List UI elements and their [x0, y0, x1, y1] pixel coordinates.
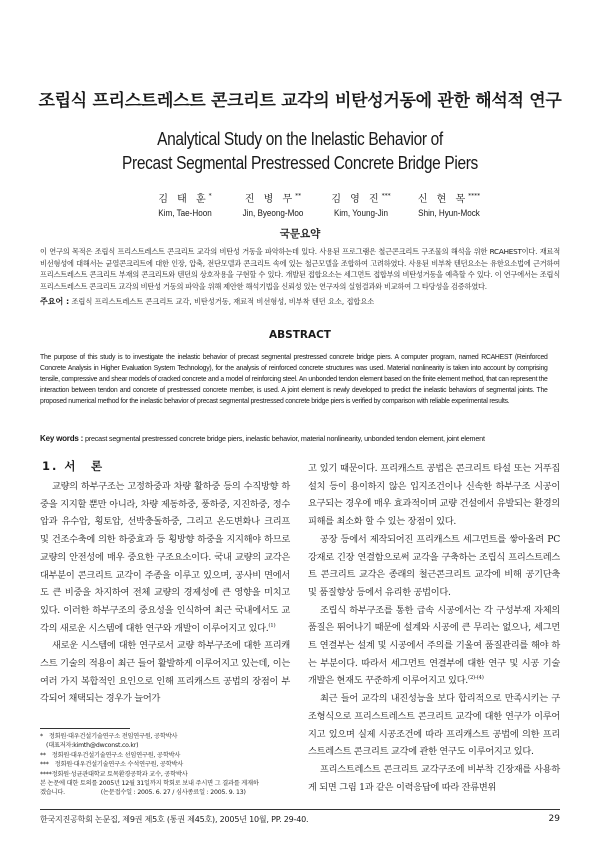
paragraph [308, 690, 560, 761]
author-4 [394, 190, 504, 218]
affiliation-mark: *** [381, 192, 391, 200]
author-name-en: Kim, Tae-Hoon [158, 208, 212, 218]
paragraph-text: 새로운 시스템에 대한 연구로서 교량 하부구조에 대한 프리캐스트 기술의 적용이 최근 들어 활발하게 이루어지고 있는데, 이는 여러 가지 복합적인 요인으로 인해 프리캐스트 공법의 장점이 부각되어 채택되는 경우가 늘어가 [40, 640, 290, 705]
abstract-english-heading: ABSTRACT [269, 329, 331, 341]
keywords-korean [40, 296, 560, 307]
footnote-line: ** 정회원·대우건설기술연구소 선임연구원, 공학박사 [40, 751, 181, 759]
footnote-line: * 정회원·대우건설기술연구소 전임연구원, 공학박사 [40, 733, 178, 740]
author-name-ko: 김 태 훈 [158, 194, 209, 205]
author-name-en: Shin, Hyun-Mock [418, 208, 480, 218]
author-name-en: Kim, Young-Jin [333, 208, 389, 218]
paragraph [308, 531, 560, 602]
paragraph-text: 교량의 하부구조는 고정하중과 차량 활하중 등의 수직방향 하중을 지지할 뿐만 아니라, 차량 제동하중, 풍하중, 지진하중, 정수압과 유수압, 횡토압, 선박충돌하중, 그리고 온도변화나 크리프 및 건조수축에 의한 하중효과 등 횡방향 하중을 지지해야 하므로 교량의 안전성에 매우 중요한 구조요소이다. 국내 교량의 교각은 대부분이 콘크리트 교각이 주종을 이루고 있으며, 공사비 면에서도 큰 비중을 차지하여 전체 교량의 경제성에 큰 영향을 미치고 있다. 이러한 하부구조의 중요성을 인식하여 최근 국내에서도 교각의 새로운 시스템에 대한 연구와 개발이 이루어지고 있다. [40, 481, 290, 634]
keywords-english [40, 434, 564, 443]
footnote-divider [40, 728, 130, 729]
author-name-ko: 신 현 목 [417, 194, 469, 205]
keywords-text: 조립식 프리스트레스트 콘크리트 교각, 비탄성거동, 재료적 비선형성, 비부착 텐던 요소, 접합요소 [71, 297, 375, 306]
citation-ref: (2)-(4) [467, 675, 484, 682]
abstract-english-body: The purpose of this study is to investigate the inelastic behavior of precast segmental prestressed concrete bridge piers. A computer program, named RCAHEST (Reinforced Concrete Analysis in Higher Evaluation System Technology), for the analysis of reinforced concrete structures was used. Material nonlinearity is taken into account by comprising tensile, compressive and shear models of cracked concrete and a model of reinforcing steel. An unbonded tendon element based on the finite element method, that can represent the interaction between tendon and concrete of prestressed concrete member, is used. A joint element is newly developed to predict the inelastic behaviors of segmental joints. The proposed numerical method for the inelastic behavior of precast segmental prestressed concrete bridge piers is verified by comparison with reliable experimental results. [40, 353, 548, 406]
paragraph-text: 고 있기 때문이다. 프리캐스트 공법은 콘크리트 타설 또는 거푸집 설치 등이 용이하지 않은 입지조건이나 신속한 하부구조 시공이 요구되는 경우에 매우 효과적이며 교량 건설에서 유발되는 환경의 피해를 최소화 할 수 있는 장점이 있다. [308, 463, 560, 528]
affiliation-mark: **** [468, 192, 481, 200]
page-number: 29 [548, 814, 560, 824]
paragraph [40, 637, 290, 708]
paragraph-text: 최근 들어 교각의 내진성능을 보다 합리적으로 만족시키는 구조형식으로 프리스트레스트 콘크리트 교각에 대한 연구가 이루어지고 있으며 실제 시공조건에 따라 프리캐스트 공법에 의한 프리스트레스트 콘크리트 교각에 관한 연구도 이루어지고 있다. [308, 693, 560, 758]
footnote-line: 겠습니다. (논문접수일 : 2005. 6. 27 / 심사종료일 : 2005. 9. 13) [40, 789, 246, 797]
affiliation-mark: * [208, 192, 212, 200]
paragraph [40, 478, 290, 637]
author-list [0, 190, 600, 230]
section-heading-introduction: 1. 서 론 [42, 459, 105, 473]
paragraph [308, 602, 560, 691]
author-name-en: Jin, Byeong-Moo [242, 208, 304, 218]
footnote-line: 본 논문에 대한 토의를 2005년 12월 31일까지 학회로 보내 주시면 그 결과를 게재하 [40, 780, 259, 788]
paragraph-text: 조립식 하부구조를 통한 급속 시공에서는 각 구성부재 자체의 품질은 뛰어나기 때문에 설계와 시공에 큰 무리는 없으나, 세그먼트 연결부는 설계 및 시공에서 주의를 기울여 품질관리를 해야 하는 부분이다. 따라서 세그먼트 연결부에 대한 연구 및 시공 기술 개발은 현재도 꾸준하게 이루어지고 있다. [308, 604, 560, 687]
paper-title-english-line2: Precast Segmental Prestressed Concrete Bridge Piers [122, 153, 478, 173]
footnote-line: (대표저자:kimth@dwconst.co.kr) [40, 742, 139, 750]
paragraph [308, 761, 560, 796]
abstract-korean-heading: 국문요약 [279, 228, 321, 240]
paper-title-english-line1: Analytical Study on the Inelastic Behavior of [157, 129, 443, 149]
keywords-label: Key words : [40, 434, 84, 443]
footnote-line: *** 정회원·대우건설기술연구소 수석연구원, 공학박사 [40, 761, 184, 769]
abstract-korean-body: 이 연구의 목적은 조립식 프리스트레스트 콘크리트 교각의 비탄성 거동을 파악하는데 있다. 사용된 프로그램은 철근콘크리트 구조물의 해석을 위한 RCAHEST이다. 재료적 비선형성에 대해서는 균열콘크리트에 대한 인장, 압축, 전단모델과 콘크리트 속에 있는 철근모델을 조합하여 고려하였다. 사용된 비부착 텐던요소는 유한요소법에 근거하여 프리스트레스트 콘크리트 부재의 콘크리트와 텐던의 상호작용을 구현할 수 있다. 개발된 접합요소는 세그먼트 접합부의 비탄성거동을 예측할 수 있다. 이 연구에서는 조립식 프리스트레스트 콘크리트 교각의 비탄성 거동의 파악을 위해 제안한 해석기법을 신뢰성 있는 연구자의 실험결과와 비교하여 그 타당성을 검증하였다. [40, 247, 560, 291]
paragraph-text: 공장 등에서 제작되어진 프리캐스트 세그먼트를 쌓아올려 PC강재로 긴장 연결함으로써 교각을 구축하는 조립식 프리스트레스트 콘크리트 교각은 종래의 철근콘크리트 교각에 비해 공기단축 및 품질향상 등에서 유리한 공법이다. [308, 533, 560, 598]
paragraph [308, 460, 560, 531]
keywords-text: precast segmental prestressed concrete bridge piers, inelastic behavior, material nonlinearity, unbonded tendon element, joint element [84, 434, 485, 443]
paragraph-text: 프리스트레스트 콘크리트 교각구조에 비부착 긴장재를 사용하게 되면 그림 1과 같은 이력응답에 따라 잔류변위 [308, 763, 560, 793]
body-column-left [40, 478, 290, 708]
paper-title-korean: 조립식 프리스트레스트 콘크리트 교각의 비탄성거동에 관한 해석적 연구 [38, 91, 562, 111]
body-column-right [308, 460, 560, 796]
footnotes [40, 732, 295, 798]
author-name-ko: 김 영 진 [331, 194, 382, 205]
footer-divider [40, 809, 560, 810]
citation-ref: (1) [268, 622, 276, 629]
keywords-label: 주요어 : [40, 297, 70, 306]
author-name-ko: 진 병 무 [244, 194, 296, 205]
journal-citation-footer: 한국지진공학회 논문집, 제9권 제5호 (통권 제45호), 2005년 10월, PP. 29-40. [40, 815, 309, 824]
affiliation-mark: ** [295, 192, 302, 200]
footnote-line: ****정회원·성균관대학교 토목환경공학과 교수, 공학박사 [40, 770, 188, 778]
